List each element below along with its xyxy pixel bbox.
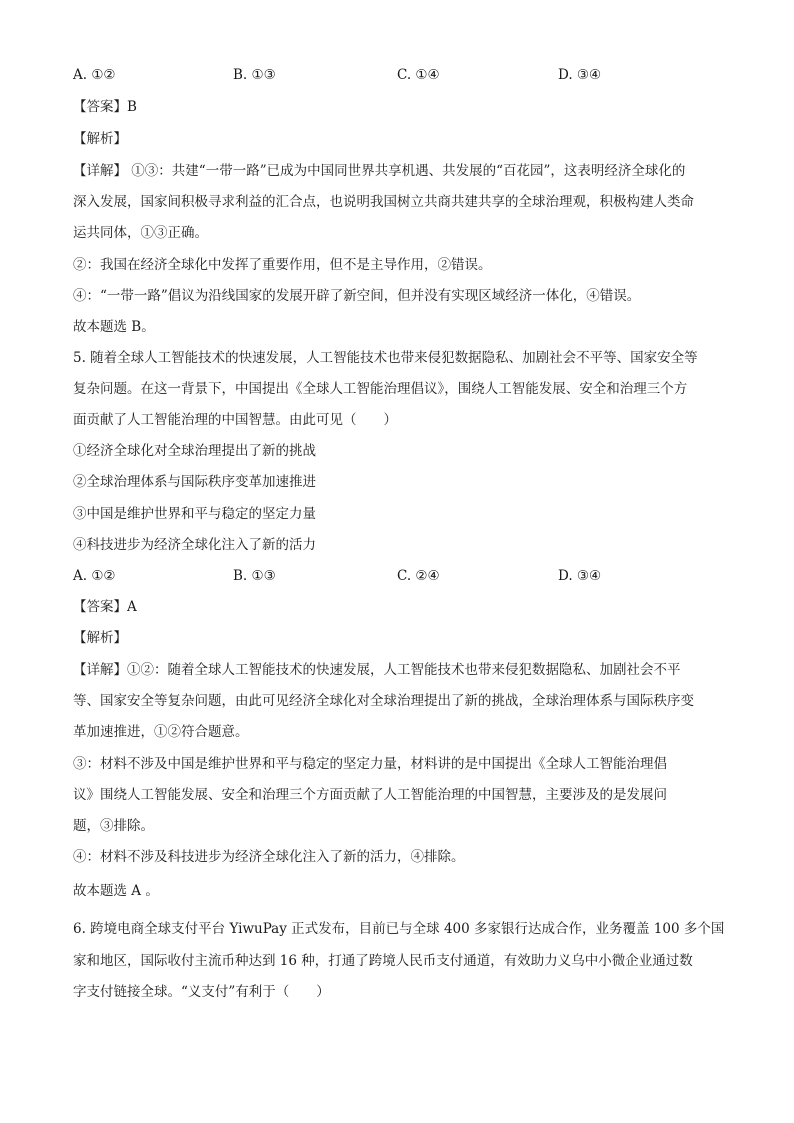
q5-option-c: C. ②④ [397,568,440,584]
q4-analysis-tag: 【解析】 [73,131,127,147]
q4-option-c: C. ①④ [397,67,440,83]
q5-detail-line-5: 议》围绕人工智能发展、安全和治理三个方面贡献了人工智能治理的中国智慧，主要涉及的是发展问 [73,787,667,803]
q5-stem-line-2: 复杂问题。在这一背景下，中国提出《全球人工智能治理倡议》，围绕人工智能发展、安全和治理三个方 [73,381,688,397]
q5-answer-value: A [127,599,137,615]
q5-detail-line-1 [73,660,723,680]
q4-conclusion: 故本题选 B。 [73,319,155,335]
q4-detail-line-4: ②：我国在经济全球化中发挥了重要作用，但不是主导作用，②错误。 [73,257,492,273]
q5-detail-line-7: ④：材料不涉及科技进步为经济全球化注入了新的活力，④排除。 [73,849,465,865]
q5-detail-line-4: ③：材料不涉及中国是维护世界和平与稳定的坚定力量，材料讲的是中国提出《全球人工智能治理倡 [73,756,667,772]
q5-item-1: ①经济全球化对全球治理提出了新的挑战 [73,443,316,459]
q6-stem-line-1: 6. 跨境电商全球支付平台 YiwuPay 正式发布，目前已与全球 400 多家银行达成合作，业务覆盖 100 多个国 [73,921,725,937]
q5-item-3: ③中国是维护世界和平与稳定的坚定力量 [73,506,316,522]
q4-detail-line-1 [73,161,723,181]
q5-answer-row [73,597,723,617]
q5-conclusion: 故本题选 A 。 [73,883,159,899]
q4-option-b: B. ①③ [233,67,276,83]
q5-analysis-tag: 【解析】 [73,630,127,646]
q5-detail-line-6: 题，③排除。 [73,818,154,834]
q4-option-a: A. ①② [73,67,116,83]
q5-stem-line-3: 面贡献了人工智能治理的中国智慧。由此可见（ ） [73,412,397,428]
q6-stem-line-3: 字支付链接全球。“义支付”有利于（ ） [73,984,330,1000]
q5-answer-tag: 【答案】 [73,599,127,615]
q4-option-d: D. ③④ [558,67,602,83]
q5-item-4: ④科技进步为经济全球化注入了新的活力 [73,537,316,553]
q5-detail-line-3: 革加速推进，①②符合题意。 [73,724,249,740]
q5-item-2: ②全球治理体系与国际秩序变革加速推进 [73,474,316,490]
q5-option-d: D. ③④ [558,568,602,584]
q5-option-a: A. ①② [73,568,116,584]
q5-stem-line-1: 5. 随着全球人工智能技术的快速发展，人工智能技术也带来侵犯数据隐私、加剧社会不平等、国家安全等 [73,350,698,366]
q4-detail-tag: 【详解】 [73,163,127,179]
q6-stem-line-2: 家和地区，国际收付主流币种达到 16 种，打通了跨境人民币支付通道，有效助力义乌中小微企业通过数 [73,953,693,969]
q4-detail-line-5: ④：“一带一路”倡议为沿线国家的发展开辟了新空间，但并没有实现区域经济一体化，④错误。 [73,288,641,304]
q5-detail-text-1: ①②：随着全球人工智能技术的快速发展，人工智能技术也带来侵犯数据隐私、加剧社会不平 [127,662,681,678]
q4-answer-tag: 【答案】 [73,99,127,115]
q4-detail-line-3: 运共同体，①③正确。 [73,225,208,241]
q4-detail-text-1: ①③：共建“一带一路”已成为中国同世界共享机遇、共发展的“百花园”，这表明经济全球化的 [131,163,686,179]
q5-detail-line-2: 等、国家安全等复杂问题，由此可见经济全球化对全球治理提出了新的挑战，全球治理体系与国际秩序变 [73,693,694,709]
q4-answer-row [73,97,723,117]
q5-option-b: B. ①③ [233,568,276,584]
q4-detail-line-2: 深入发展，国家间积极寻求利益的汇合点，也说明我国树立共商共建共享的全球治理观，积极构建人类命 [73,194,694,210]
q5-detail-tag: 【详解】 [73,662,127,678]
q4-answer-value: B [127,99,137,115]
